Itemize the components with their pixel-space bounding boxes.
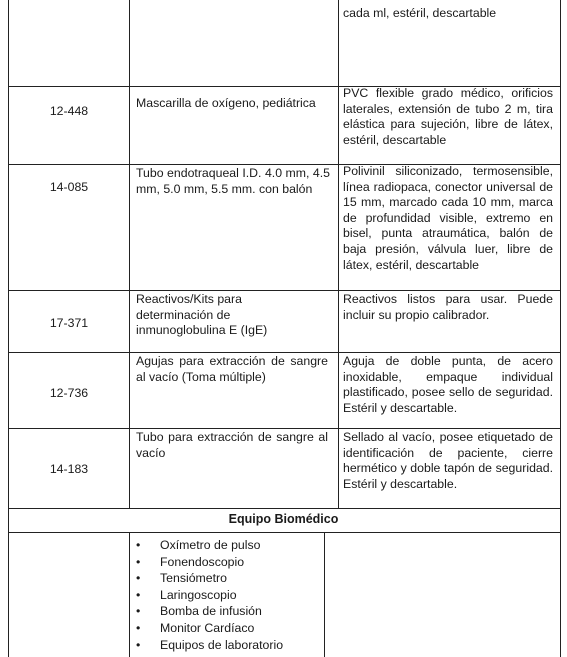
row1-spec: cada ml, estéril, descartable (343, 6, 497, 20)
bullet-icon: • (136, 554, 141, 569)
row6-name: Tubo para extracción de sangre al vacío (136, 430, 328, 460)
rule-right (560, 0, 561, 657)
rule-row3-bottom (8, 290, 560, 291)
section-title: Equipo Biomédico (228, 512, 339, 526)
list-item: • Tensiómetro (136, 571, 227, 586)
list-item: • Bomba de infusión (136, 604, 262, 619)
list-item: • Fonendoscopio (136, 554, 245, 569)
row3-spec: Polivinil siliconizado, termosensible, línea radiopaca, conector universal de 15 mm, marcado cada 10 mm, marca de profundidad visible, extremo en bisel, punta atraumática, balón de baja presión, válvula luer, libre de látex, estéril, descartable (343, 164, 553, 272)
rule-col1 (129, 0, 130, 508)
row4-name: Reactivos/Kits para determinación de inmunoglobulina E (IgE) (136, 292, 268, 338)
list-item: • Oxímetro de pulso (136, 538, 261, 552)
bullet-icon: • (136, 604, 141, 619)
row2-spec: PVC flexible grado médico, orificios laterales, extensión de tubo 2 m, tira elástica para sujeción, libre de látex, estéril, descartable (343, 86, 553, 147)
row5-spec: Aguja de doble punta, de acero inoxidable, empaque individual plastificado, posee sello de seguridad. Estéril y descartable. (343, 354, 553, 415)
bullet-icon: • (136, 620, 141, 635)
row3-name: Tubo endotraqueal I.D. 4.0 mm, 4.5 mm, 5.0 mm, 5.5 mm. con balón (136, 166, 330, 196)
row4-code: 17-371 (49, 316, 89, 330)
rule-col2 (338, 0, 339, 508)
rule-col1-lower (129, 532, 130, 657)
rule-row6-bottom (8, 508, 560, 509)
row2-code: 12-448 (49, 104, 89, 118)
row6-spec: Sellado al vacío, posee etiquetado de identificación de paciente, cierre hermético y doble tapón de seguridad. Estéril y descartable. (343, 430, 553, 491)
bullet-icon: • (136, 637, 141, 652)
list-item: • Monitor Cardíaco (136, 620, 255, 635)
row2-name: Mascarilla de oxígeno, pediátrica (136, 96, 316, 110)
rule-row5-bottom (8, 428, 560, 429)
equipment-list (136, 537, 324, 653)
row5-name: Agujas para extracción de sangre al vacío (Toma múltiple) (136, 354, 328, 384)
rule-col2-lower (324, 532, 325, 657)
row5-code: 12-736 (49, 386, 89, 400)
list-item: • Equipos de laboratorio (136, 637, 284, 652)
rule-row4-bottom (8, 352, 560, 353)
row6-code: 14-183 (49, 462, 89, 476)
bullet-icon: • (136, 571, 141, 586)
row4-spec: Reactivos listos para usar. Puede incluir su propio calibrador. (343, 292, 553, 322)
rule-section-bottom (8, 532, 560, 533)
bullet-icon: • (136, 538, 141, 552)
list-item: • Laringoscopio (136, 587, 237, 602)
bullet-icon: • (136, 587, 141, 602)
row3-code: 14-085 (49, 180, 89, 194)
